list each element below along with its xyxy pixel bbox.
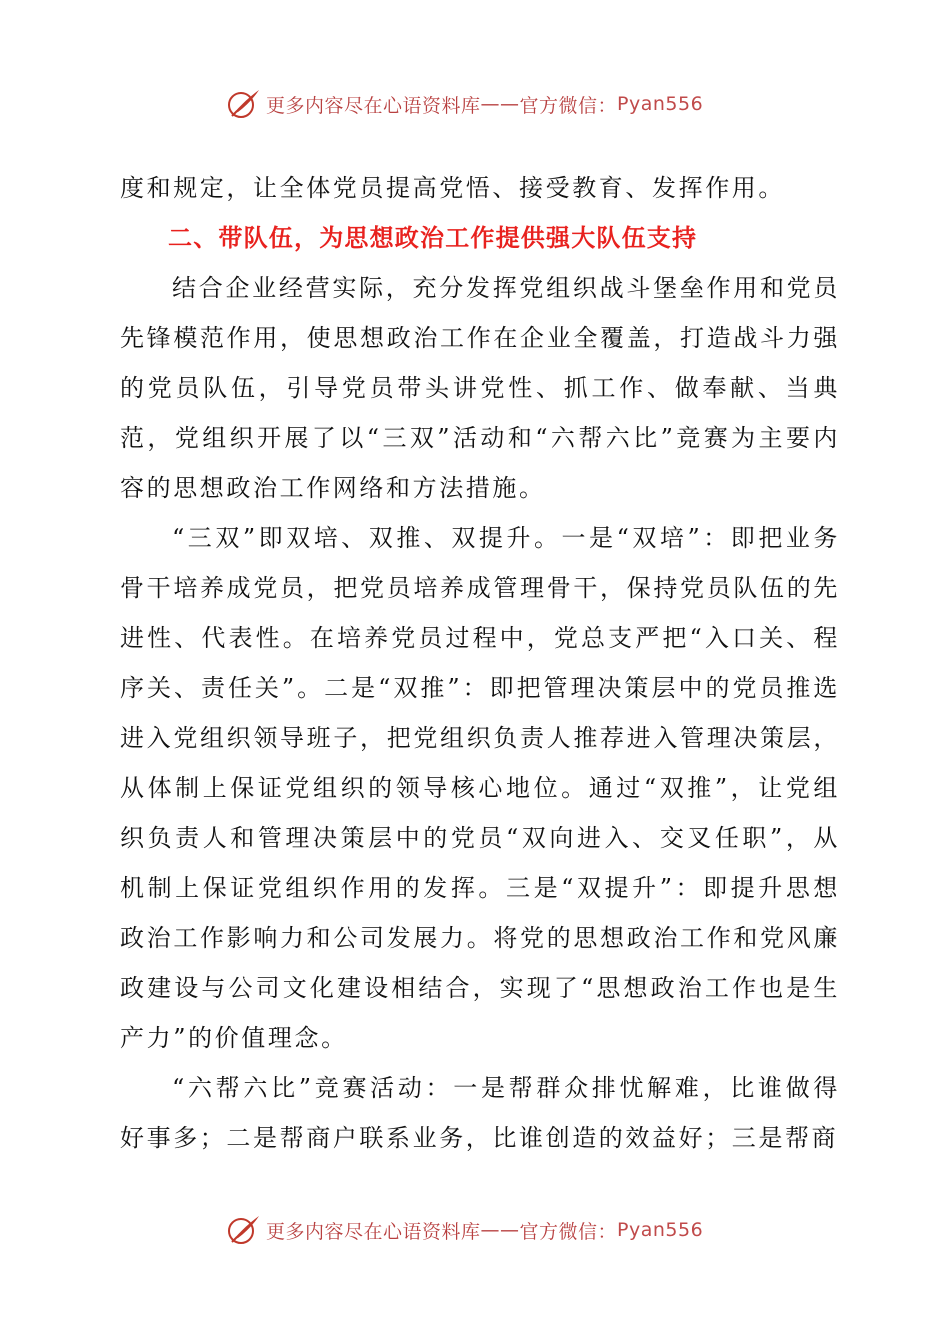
banner-wechat-id: Pyan556 bbox=[617, 1219, 704, 1241]
paragraph-six-help-six-compare: “六帮六比”竞赛活动：一是帮群众排忧解难，比谁做得好事多；二是帮商户联系业务，比谁创造的效益好；三是帮商 bbox=[120, 1074, 840, 1152]
paragraph-team-building: 结合企业经营实际，充分发挥党组织战斗堡垒作用和党员先锋模范作用，使思想政治工作在企业全覆盖，打造战斗力强的党员队伍，引导党员带头讲党性、抓工作、做奉献、当典范，党组织开展了以“三双”活动和“六帮六比”竞赛为主要内容的思想政治工作网络和方法措施。 bbox=[120, 274, 840, 502]
banner-title: 更多内容尽在心语资料库 bbox=[266, 94, 481, 117]
header-watermark-banner bbox=[226, 84, 703, 124]
banner-separator: —— bbox=[480, 93, 520, 115]
paragraph-three-double: “三双”即双培、双推、双提升。一是“双培”：即把业务骨干培养成党员，把党员培养成管理骨干，保持党员队伍的先进性、代表性。在培养党员过程中，党总支严把“入口关、程序关、责任关”。二是“双推”：即把管理决策层中的党员推选进入党组织领导班子，把党组织负责人推荐进入管理决策层，从体制上保证党组织的领导核心地位。通过“双推”，让党组织负责人和管理决策层中的党员“双向进入、交叉任职”，从机制上保证党组织作用的发挥。三是“双提升”：即提升思想政治工作影响力和公司发展力。将党的思想政治工作和党风廉政建设与公司文化建设相结合，实现了“思想政治工作也是生产力”的价值理念。 bbox=[120, 524, 840, 1052]
quill-logo-icon bbox=[226, 1212, 262, 1248]
banner-label: 官方微信： bbox=[519, 94, 618, 117]
banner-title: 更多内容尽在心语资料库 bbox=[266, 1220, 481, 1243]
paragraph-continuation: 度和规定，让全体党员提高党悟、接受教育、发挥作用。 bbox=[120, 174, 785, 202]
quill-logo-icon bbox=[226, 86, 262, 122]
document-body bbox=[120, 163, 840, 1163]
banner-separator: —— bbox=[480, 1219, 520, 1241]
section-heading: 二、带队伍，为思想政治工作提供强大队伍支持 bbox=[168, 224, 698, 252]
footer-watermark-banner bbox=[226, 1210, 703, 1250]
banner-label: 官方微信： bbox=[519, 1220, 618, 1243]
banner-wechat-id: Pyan556 bbox=[617, 93, 704, 115]
